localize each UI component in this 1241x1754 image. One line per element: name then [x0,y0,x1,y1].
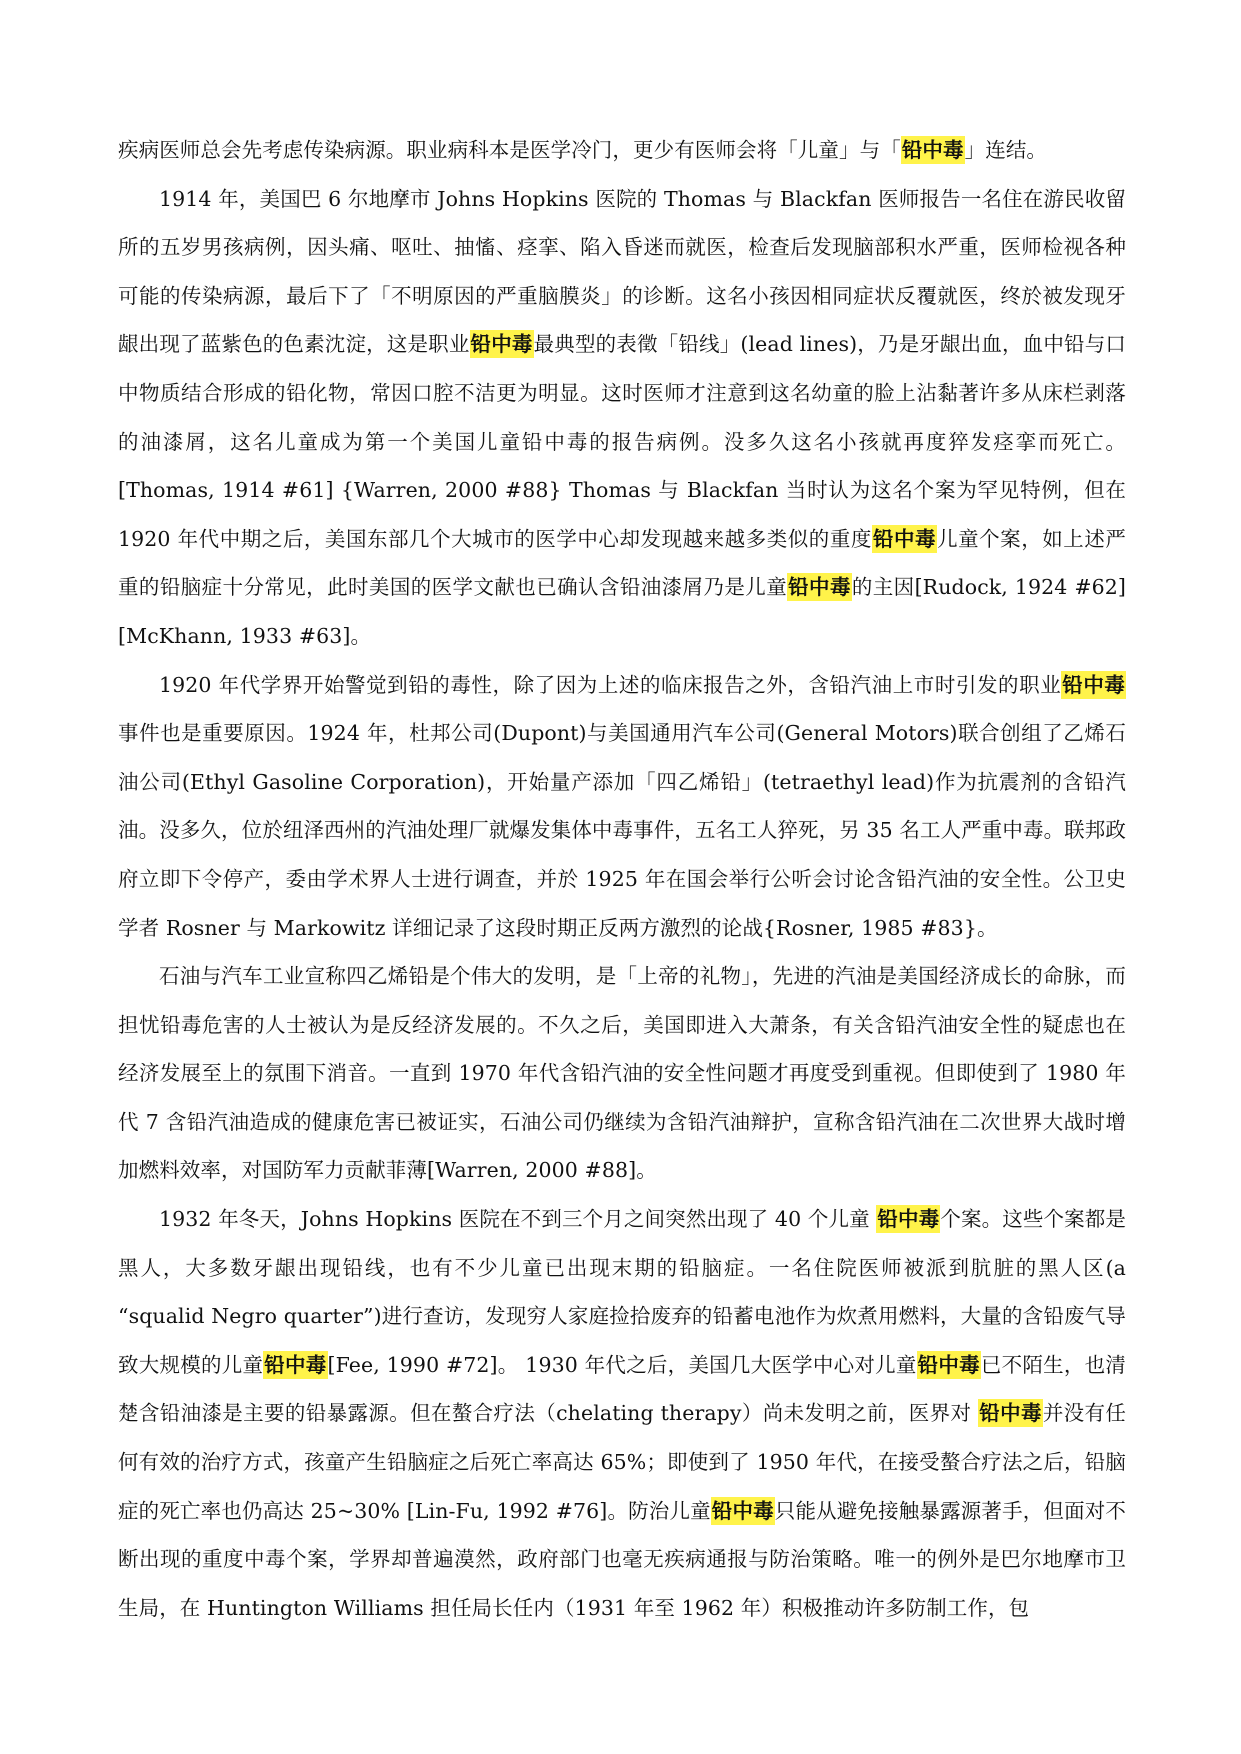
highlighted-term: 铅中毒 [1062,672,1125,697]
text-segment: 并没有任何有效的治疗方式，孩童产生铅脑症之后死亡率高达 65%；即使到了 1950 年代，在接受螯合疗法之后，铅脑症的死亡率也仍高达 25~30% [Lin-Fu, 1992 #76]。防治儿童 [118,1401,1126,1523]
text-segment: 疾病医师总会先考虑传染病源。职业病科本是医学冷门，更少有医师会将「儿童」与「 [118,138,901,162]
text-segment: 事件也是重要原因。1924 年，杜邦公司(Dupont)与美国通用汽车公司(General Motors)联合创组了乙烯石油公司(Ethyl Gasoline Corporation)，开始量产添加「四乙烯铅」(tetraethyl lead)作为抗震剂的含铅汽油。没多久，位於纽泽西州的汽油处理厂就爆发集体中毒事件，五名工人猝死，另 35 名工人严重中毒。联邦政府立即下令停产，委由学术界人士进行调查，并於 1925 年在国会举行公听会讨论含铅汽油的安全性。公卫史学者 Rosner 与 Markowitz 详细记录了这段时期正反两方激烈的论战{Rosner, 1985 #83}。 [118,721,1126,940]
text-segment: 的主因[Rudock, 1924 #62] [McKhann, 1933 #63]。 [118,575,1126,648]
text-segment: 1914 年，美国巴 6 尔地摩市 Johns Hopkins 医院的 Thomas 与 Blackfan 医师报告一名住在游民收留所的五岁男孩病例，因头痛、呕吐、抽慉、痉挛、陷入昏迷而就医，检查后发现脑部积水严重，医师检视各种可能的传染病源，最后下了「不明原因的严重脑膜炎」的诊断。这名小孩因相同症状反覆就医，终於被发现牙龈出现了蓝紫色的色素沈淀，这是职业 [118,186,1126,357]
paragraph [118,952,1126,1195]
text-segment: 1920 年代学界开始警觉到铅的毒性，除了因为上述的临床报告之外，含铅汽油上市时引发的职业 [159,672,1062,697]
highlighted-term: 铅中毒 [264,1352,327,1377]
text-segment: 已不陌生，也清楚含铅油漆是主要的铅暴露源。但在螯合疗法（chelating therapy）尚未发明之前，医界对 [118,1352,1126,1426]
text-segment: 石油与汽车工业宣称四乙烯铅是个伟大的发明，是「上帝的礼物」，先进的汽油是美国经济成长的命脉，而担忧铅毒危害的人士被认为是反经济发展的。不久之后，美国即进入大萧条，有关含铅汽油安全性的疑虑也在经济发展至上的氛围下消音。一直到 1970 年代含铅汽油的安全性问题才再度受到重视。但即使到了 1980 年代 7 含铅汽油造成的健康危害已被证实，石油公司仍继续为含铅汽油辩护，宣称含铅汽油在二次世界大战时增加燃料效率，对国防军力贡献菲薄[Warren, 2000 #88]。 [118,964,1126,1183]
paragraph [118,175,1126,661]
text-segment: 个案。这些个案都是黑人，大多数牙龈出现铅线，也有不少儿童已出现末期的铅脑症。一名住院医师被派到肮脏的黑人区(a “squalid Negro quarter”)进行查访，发现穷人家庭捡拾废弃的铅蓄电池作为炊煮用燃料，大量的含铅废气导致大规模的儿童 [118,1207,1126,1377]
text-segment: 最典型的表徵「铅线」(lead lines)，乃是牙龈出血，血中铅与口中物质结合形成的铅化物，常因口腔不洁更为明显。这时医师才注意到这名幼童的脸上沾黏著许多从床栏剥落的油漆屑，这名儿童成为第一个美国儿童铅中毒的报告病例。没多久这名小孩就再度猝发痉挛而死亡。[Thomas, 1914 #61] {Warren, 2000 #88} Thomas 与 Blackfan 当时认为这名个案为罕见特例，但在 1920 年代中期之后，美国东部几个大城市的医学中心却发现越来越多类似的重度 [118,332,1126,551]
highlighted-term: 铅中毒 [917,1352,980,1377]
highlighted-term: 铅中毒 [470,332,533,357]
paragraph [118,126,1126,175]
text-segment: 1932 年冬天，Johns Hopkins 医院在不到三个月之间突然出现了 40 个儿童 [159,1207,877,1232]
paragraph [118,661,1126,953]
highlighted-term: 铅中毒 [901,138,964,162]
highlighted-term: 铅中毒 [877,1207,940,1232]
text-segment: [Fee, 1990 #72]。 1930 年代之后，美国几大医学中心对儿童 [327,1352,917,1377]
text-segment: 只能从避免接触暴露源著手，但面对不断出现的重度中毒个案，学界却普遍漠然，政府部门也毫无疾病通报与防治策略。唯一的例外是巴尔地摩市卫生局，在 Huntington Williams 担任局长任内（1931 年至 1962 年）积极推动许多防制工作，包 [118,1498,1127,1620]
text-segment: 」连结。 [964,138,1048,162]
highlighted-term: 铅中毒 [711,1498,774,1523]
text-segment: 儿童个案，如上述严重的铅脑症十分常见，此时美国的医学文献也已确认含铅油漆屑乃是儿童 [118,526,1126,600]
paragraph [118,1195,1126,1632]
highlighted-term: 铅中毒 [979,1401,1042,1426]
highlighted-term: 铅中毒 [788,575,851,600]
highlighted-term: 铅中毒 [872,526,937,551]
document-page [118,126,1126,1632]
